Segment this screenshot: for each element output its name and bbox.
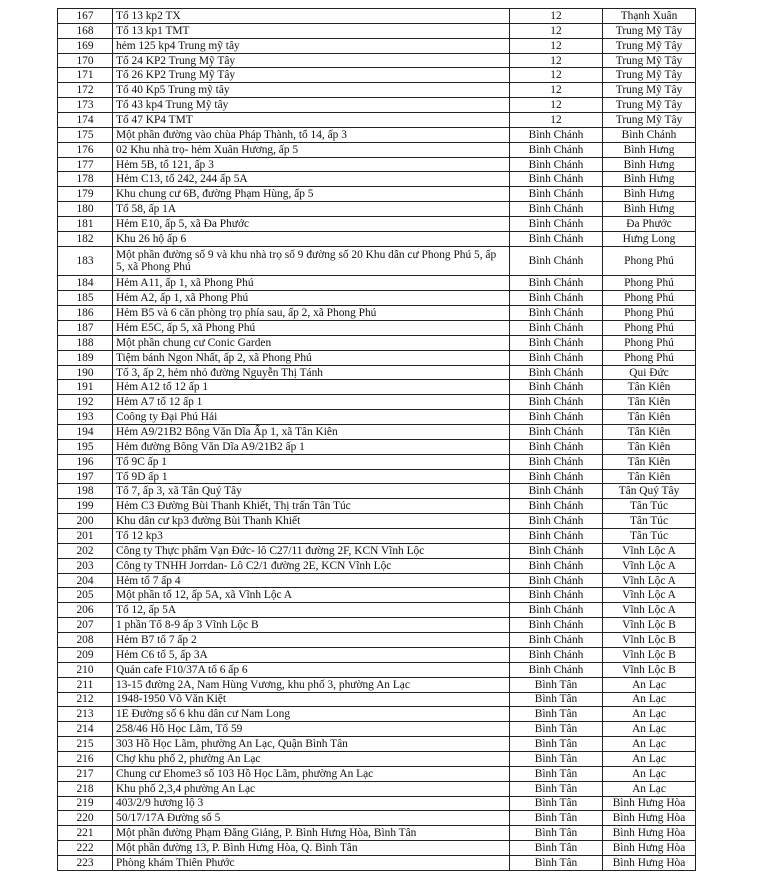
district-cell: Bình Chánh <box>510 246 603 276</box>
district-cell: 12 <box>510 9 603 24</box>
area-name-cell: Khu 26 hộ ấp 6 <box>113 231 510 246</box>
district-cell: Bình Chánh <box>510 603 603 618</box>
row-number-cell: 199 <box>58 499 113 514</box>
area-name-cell: Tổ 13 kp2 TX <box>113 9 510 24</box>
ward-cell: Bình Hưng <box>603 142 696 157</box>
table-row <box>58 543 696 558</box>
table-row <box>58 395 696 410</box>
row-number-cell: 222 <box>58 841 113 856</box>
row-number-cell: 178 <box>58 172 113 187</box>
table-row <box>58 618 696 633</box>
area-name-cell: Tổ 43 kp4 Trung Mỹ tây <box>113 98 510 113</box>
ward-cell: Hưng Long <box>603 231 696 246</box>
row-number-cell: 203 <box>58 558 113 573</box>
district-cell: Bình Chánh <box>510 157 603 172</box>
area-name-cell: 50/17/17A Đường số 5 <box>113 811 510 826</box>
district-cell: 12 <box>510 38 603 53</box>
table-row <box>58 350 696 365</box>
ward-cell: An Lạc <box>603 766 696 781</box>
ward-cell: Trung Mỹ Tây <box>603 113 696 128</box>
table-row <box>58 484 696 499</box>
district-cell: Bình Chánh <box>510 647 603 662</box>
table-row <box>58 558 696 573</box>
area-name-cell: hẻm 125 kp4 Trung mỹ tây <box>113 38 510 53</box>
district-cell: 12 <box>510 83 603 98</box>
table-row <box>58 469 696 484</box>
table-row <box>58 439 696 454</box>
row-number-cell: 188 <box>58 335 113 350</box>
ward-cell: Vĩnh Lộc A <box>603 543 696 558</box>
area-name-cell: 1E Đường số 6 khu dân cư Nam Long <box>113 707 510 722</box>
ward-cell: Tân Kiên <box>603 410 696 425</box>
ward-cell: Thạnh Xuân <box>603 9 696 24</box>
district-cell: Bình Tân <box>510 796 603 811</box>
ward-cell: Vĩnh Lộc A <box>603 588 696 603</box>
district-cell: Bình Chánh <box>510 573 603 588</box>
district-cell: Bình Tân <box>510 855 603 870</box>
table-row <box>58 187 696 202</box>
ward-cell: Bình Hưng Hòa <box>603 811 696 826</box>
row-number-cell: 167 <box>58 9 113 24</box>
district-cell: Bình Tân <box>510 781 603 796</box>
table-row <box>58 647 696 662</box>
ward-cell: Vĩnh Lộc A <box>603 603 696 618</box>
area-name-cell: Hẻm C3 Đường Bùi Thanh Khiết, Thị trấn Tân Túc <box>113 499 510 514</box>
district-cell: Bình Chánh <box>510 127 603 142</box>
row-number-cell: 196 <box>58 454 113 469</box>
ward-cell: Phong Phú <box>603 350 696 365</box>
ward-cell: An Lạc <box>603 781 696 796</box>
district-cell: Bình Chánh <box>510 558 603 573</box>
ward-cell: Phong Phú <box>603 291 696 306</box>
district-cell: Bình Chánh <box>510 231 603 246</box>
row-number-cell: 176 <box>58 142 113 157</box>
table-row <box>58 662 696 677</box>
area-name-cell: Tổ 40 Kp5 Trung mỹ tây <box>113 83 510 98</box>
table-row <box>58 291 696 306</box>
area-name-cell: Khu chung cư 6B, đường Phạm Hùng, ấp 5 <box>113 187 510 202</box>
district-cell: Bình Chánh <box>510 276 603 291</box>
district-cell: Bình Tân <box>510 737 603 752</box>
ward-cell: Vĩnh Lộc B <box>603 647 696 662</box>
district-cell: Bình Chánh <box>510 469 603 484</box>
area-name-cell: Chung cư Ehome3 số 103 Hồ Học Lãm, phường An Lạc <box>113 766 510 781</box>
row-number-cell: 218 <box>58 781 113 796</box>
row-number-cell: 189 <box>58 350 113 365</box>
ward-cell: Phong Phú <box>603 335 696 350</box>
district-cell: Bình Chánh <box>510 662 603 677</box>
district-cell: Bình Chánh <box>510 499 603 514</box>
row-number-cell: 182 <box>58 231 113 246</box>
ward-cell: Bình Hưng Hòa <box>603 796 696 811</box>
ward-cell: Tân Kiên <box>603 439 696 454</box>
row-number-cell: 187 <box>58 321 113 336</box>
row-number-cell: 185 <box>58 291 113 306</box>
row-number-cell: 206 <box>58 603 113 618</box>
area-name-cell: 258/46 Hồ Học Lãm, Tổ 59 <box>113 722 510 737</box>
district-cell: Bình Tân <box>510 811 603 826</box>
table-row <box>58 722 696 737</box>
row-number-cell: 220 <box>58 811 113 826</box>
area-name-cell: Hẻm A7 tổ 12 ấp 1 <box>113 395 510 410</box>
row-number-cell: 200 <box>58 514 113 529</box>
table-row <box>58 380 696 395</box>
row-number-cell: 173 <box>58 98 113 113</box>
district-cell: 12 <box>510 53 603 68</box>
ward-cell: Bình Hưng <box>603 172 696 187</box>
row-number-cell: 223 <box>58 855 113 870</box>
row-number-cell: 172 <box>58 83 113 98</box>
row-number-cell: 221 <box>58 826 113 841</box>
table-row <box>58 38 696 53</box>
row-number-cell: 209 <box>58 647 113 662</box>
row-number-cell: 202 <box>58 543 113 558</box>
table-row <box>58 365 696 380</box>
area-name-cell: 02 Khu nhà trọ- hẻm Xuân Hương, ấp 5 <box>113 142 510 157</box>
ward-cell: Tân Kiên <box>603 469 696 484</box>
area-name-cell: Hẻm C13, tổ 242, 244 ấp 5A <box>113 172 510 187</box>
area-name-cell: Công ty TNHH Jorrdan- Lô C2/1 đường 2E, KCN Vĩnh Lộc <box>113 558 510 573</box>
table-row <box>58 855 696 870</box>
table-row <box>58 826 696 841</box>
area-name-cell: 1948-1950 Võ Văn Kiệt <box>113 692 510 707</box>
area-name-cell: Một phần chung cư Conic Garden <box>113 335 510 350</box>
ward-cell: Bình Hưng <box>603 157 696 172</box>
ward-cell: An Lạc <box>603 707 696 722</box>
district-cell: Bình Tân <box>510 826 603 841</box>
table-row <box>58 454 696 469</box>
district-cell: 12 <box>510 98 603 113</box>
district-cell: Bình Chánh <box>510 454 603 469</box>
area-name-cell: Khu dân cư kp3 đường Bùi Thanh Khiết <box>113 514 510 529</box>
district-cell: Bình Chánh <box>510 217 603 232</box>
ward-cell: Trung Mỹ Tây <box>603 68 696 83</box>
table-row <box>58 127 696 142</box>
district-cell: Bình Chánh <box>510 395 603 410</box>
ward-cell: Trung Mỹ Tây <box>603 83 696 98</box>
row-number-cell: 177 <box>58 157 113 172</box>
district-cell: Bình Tân <box>510 692 603 707</box>
row-number-cell: 190 <box>58 365 113 380</box>
ward-cell: Đa Phước <box>603 217 696 232</box>
ward-cell: Tân Quý Tây <box>603 484 696 499</box>
row-number-cell: 169 <box>58 38 113 53</box>
area-name-cell: Hẻm A9/21B2 Bông Văn Dĩa Ấp 1, xã Tân Kiên <box>113 425 510 440</box>
ward-cell: Bình Hưng Hòa <box>603 826 696 841</box>
area-name-cell: 13-15 đường 2A, Nam Hùng Vương, khu phố 3, phường An Lạc <box>113 677 510 692</box>
table-row <box>58 231 696 246</box>
district-cell: 12 <box>510 113 603 128</box>
district-cell: Bình Tân <box>510 766 603 781</box>
row-number-cell: 171 <box>58 68 113 83</box>
ward-cell: Tân Túc <box>603 514 696 529</box>
table-row <box>58 841 696 856</box>
ward-cell: Trung Mỹ Tây <box>603 53 696 68</box>
table-row <box>58 603 696 618</box>
ward-cell: Bình Hưng Hòa <box>603 841 696 856</box>
district-cell: Bình Chánh <box>510 529 603 544</box>
district-cell: Bình Chánh <box>510 291 603 306</box>
area-name-cell: Tổ 12, ấp 5A <box>113 603 510 618</box>
area-name-cell: Tổ 7, ấp 3, xã Tân Quý Tây <box>113 484 510 499</box>
district-cell: Bình Chánh <box>510 514 603 529</box>
ward-cell: Tân Kiên <box>603 395 696 410</box>
table-row <box>58 692 696 707</box>
row-number-cell: 174 <box>58 113 113 128</box>
table-row <box>58 335 696 350</box>
ward-cell: Phong Phú <box>603 321 696 336</box>
table-row <box>58 811 696 826</box>
row-number-cell: 179 <box>58 187 113 202</box>
table-row <box>58 529 696 544</box>
area-name-cell: Hẻm A12 tổ 12 ấp 1 <box>113 380 510 395</box>
ward-cell: Qui Đức <box>603 365 696 380</box>
ward-cell: Vĩnh Lộc B <box>603 633 696 648</box>
row-number-cell: 192 <box>58 395 113 410</box>
area-name-cell: Tổ 24 KP2 Trung Mỹ Tây <box>113 53 510 68</box>
table-row <box>58 410 696 425</box>
row-number-cell: 210 <box>58 662 113 677</box>
table-row <box>58 142 696 157</box>
table-row <box>58 276 696 291</box>
ward-cell: Trung Mỹ Tây <box>603 98 696 113</box>
district-cell: Bình Tân <box>510 751 603 766</box>
table-row <box>58 23 696 38</box>
district-cell: Bình Chánh <box>510 618 603 633</box>
district-cell: Bình Tân <box>510 707 603 722</box>
table-row <box>58 68 696 83</box>
ward-cell: An Lạc <box>603 751 696 766</box>
district-cell: Bình Chánh <box>510 365 603 380</box>
area-table <box>57 8 696 871</box>
area-name-cell: Quán cafe F10/37A tổ 6 ấp 6 <box>113 662 510 677</box>
district-cell: Bình Tân <box>510 722 603 737</box>
area-name-cell: Chợ khu phố 2, phường An Lạc <box>113 751 510 766</box>
table-row <box>58 766 696 781</box>
table-row <box>58 246 696 276</box>
table-row <box>58 113 696 128</box>
district-cell: Bình Chánh <box>510 335 603 350</box>
area-name-cell: Một phần tổ 12, ấp 5A, xã Vĩnh Lộc A <box>113 588 510 603</box>
district-cell: 12 <box>510 68 603 83</box>
row-number-cell: 184 <box>58 276 113 291</box>
area-name-cell: Hẻm E5C, ấp 5, xã Phong Phú <box>113 321 510 336</box>
row-number-cell: 197 <box>58 469 113 484</box>
table-row <box>58 633 696 648</box>
table-row <box>58 217 696 232</box>
row-number-cell: 208 <box>58 633 113 648</box>
table-row <box>58 83 696 98</box>
row-number-cell: 211 <box>58 677 113 692</box>
table-body <box>58 9 696 871</box>
area-name-cell: Tổ 58, ấp 1A <box>113 202 510 217</box>
district-cell: Bình Chánh <box>510 142 603 157</box>
ward-cell: An Lạc <box>603 692 696 707</box>
row-number-cell: 194 <box>58 425 113 440</box>
row-number-cell: 217 <box>58 766 113 781</box>
row-number-cell: 219 <box>58 796 113 811</box>
ward-cell: Tân Túc <box>603 499 696 514</box>
ward-cell: Bình Chánh <box>603 127 696 142</box>
row-number-cell: 213 <box>58 707 113 722</box>
ward-cell: Tân Túc <box>603 529 696 544</box>
area-name-cell: Hẻm đường Bông Văn Dĩa A9/21B2 ấp 1 <box>113 439 510 454</box>
table-row <box>58 202 696 217</box>
area-name-cell: Tiệm bánh Ngon Nhất, ấp 2, xã Phong Phú <box>113 350 510 365</box>
ward-cell: Bình Hưng <box>603 187 696 202</box>
ward-cell: An Lạc <box>603 737 696 752</box>
table-row <box>58 796 696 811</box>
district-cell: Bình Chánh <box>510 172 603 187</box>
row-number-cell: 193 <box>58 410 113 425</box>
row-number-cell: 170 <box>58 53 113 68</box>
table-row <box>58 514 696 529</box>
district-cell: Bình Tân <box>510 677 603 692</box>
area-name-cell: Hẻm A2, ấp 1, xã Phong Phú <box>113 291 510 306</box>
area-name-cell: Tổ 9C ấp 1 <box>113 454 510 469</box>
row-number-cell: 191 <box>58 380 113 395</box>
area-name-cell: Tổ 12 kp3 <box>113 529 510 544</box>
area-name-cell: Hẻm E10, ấp 5, xã Đa Phước <box>113 217 510 232</box>
district-cell: Bình Chánh <box>510 543 603 558</box>
table-row <box>58 9 696 24</box>
row-number-cell: 198 <box>58 484 113 499</box>
area-name-cell: Hẻm tổ 7 ấp 4 <box>113 573 510 588</box>
table-row <box>58 677 696 692</box>
district-cell: Bình Chánh <box>510 425 603 440</box>
area-name-cell: Công ty Thực phẩm Vạn Đức- lô C27/11 đường 2F, KCN Vĩnh Lộc <box>113 543 510 558</box>
table-row <box>58 588 696 603</box>
area-name-cell: Hẻm 5B, tổ 121, ấp 3 <box>113 157 510 172</box>
district-cell: Bình Chánh <box>510 588 603 603</box>
district-cell: Bình Chánh <box>510 187 603 202</box>
district-cell: Bình Chánh <box>510 410 603 425</box>
row-number-cell: 204 <box>58 573 113 588</box>
area-name-cell: Tổ 26 KP2 Trung Mỹ Tây <box>113 68 510 83</box>
row-number-cell: 214 <box>58 722 113 737</box>
row-number-cell: 215 <box>58 737 113 752</box>
row-number-cell: 201 <box>58 529 113 544</box>
district-cell: 12 <box>510 23 603 38</box>
area-name-cell: Phòng khám Thiên Phước <box>113 855 510 870</box>
district-cell: Bình Chánh <box>510 306 603 321</box>
area-name-cell: Hẻm B7 tổ 7 ấp 2 <box>113 633 510 648</box>
row-number-cell: 195 <box>58 439 113 454</box>
table-row <box>58 172 696 187</box>
row-number-cell: 181 <box>58 217 113 232</box>
table-row <box>58 499 696 514</box>
table-row <box>58 707 696 722</box>
row-number-cell: 183 <box>58 246 113 276</box>
ward-cell: Bình Hưng <box>603 202 696 217</box>
district-cell: Bình Chánh <box>510 439 603 454</box>
district-cell: Bình Tân <box>510 841 603 856</box>
ward-cell: An Lạc <box>603 677 696 692</box>
table-row <box>58 98 696 113</box>
area-name-cell: Coông ty Đại Phú Hải <box>113 410 510 425</box>
district-cell: Bình Chánh <box>510 484 603 499</box>
row-number-cell: 212 <box>58 692 113 707</box>
area-name-cell: Hẻm C6 tổ 5, ấp 3A <box>113 647 510 662</box>
table-row <box>58 737 696 752</box>
area-name-cell: Hẻm B5 và 6 căn phòng trọ phía sau, ấp 2, xã Phong Phú <box>113 306 510 321</box>
table-row <box>58 157 696 172</box>
ward-cell: Phong Phú <box>603 276 696 291</box>
row-number-cell: 186 <box>58 306 113 321</box>
ward-cell: Tân Kiên <box>603 425 696 440</box>
area-name-cell: 303 Hồ Học Lãm, phường An Lạc, Quận Bình Tân <box>113 737 510 752</box>
row-number-cell: 205 <box>58 588 113 603</box>
row-number-cell: 175 <box>58 127 113 142</box>
area-name-cell: Tổ 3, ấp 2, hẻm nhỏ đường Nguyễn Thị Tánh <box>113 365 510 380</box>
table-row <box>58 321 696 336</box>
table-row <box>58 751 696 766</box>
area-name-cell: Tổ 47 KP4 TMT <box>113 113 510 128</box>
ward-cell: Phong Phú <box>603 306 696 321</box>
ward-cell: Vĩnh Lộc B <box>603 662 696 677</box>
district-cell: Bình Chánh <box>510 202 603 217</box>
ward-cell: Phong Phú <box>603 246 696 276</box>
row-number-cell: 168 <box>58 23 113 38</box>
district-cell: Bình Chánh <box>510 350 603 365</box>
district-cell: Bình Chánh <box>510 633 603 648</box>
table-row <box>58 781 696 796</box>
ward-cell: Tân Kiên <box>603 454 696 469</box>
ward-cell: Vĩnh Lộc A <box>603 573 696 588</box>
district-cell: Bình Chánh <box>510 380 603 395</box>
district-cell: Bình Chánh <box>510 321 603 336</box>
table-row <box>58 53 696 68</box>
area-name-cell: Tổ 9D ấp 1 <box>113 469 510 484</box>
table-row <box>58 306 696 321</box>
ward-cell: Bình Hưng Hòa <box>603 855 696 870</box>
ward-cell: Trung Mỹ Tây <box>603 23 696 38</box>
area-name-cell: Khu phố 2,3,4 phường An Lạc <box>113 781 510 796</box>
ward-cell: Trung Mỹ Tây <box>603 38 696 53</box>
ward-cell: Tân Kiên <box>603 380 696 395</box>
area-name-cell: Một phần đường số 9 và khu nhà trọ số 9 đường số 20 Khu dân cư Phong Phú 5, ấp 5, xã Phong Phú <box>113 246 510 276</box>
table-row <box>58 573 696 588</box>
area-name-cell: Một phần đường vào chùa Pháp Thành, tổ 14, ấp 3 <box>113 127 510 142</box>
area-name-cell: Một phần đường 13, P. Bình Hưng Hòa, Q. Bình Tân <box>113 841 510 856</box>
area-name-cell: Hẻm A11, ấp 1, xã Phong Phú <box>113 276 510 291</box>
ward-cell: An Lạc <box>603 722 696 737</box>
area-name-cell: 403/2/9 hương lộ 3 <box>113 796 510 811</box>
area-name-cell: Tổ 13 kp1 TMT <box>113 23 510 38</box>
area-name-cell: Một phần đường Phạm Đăng Giảng, P. Bình Hưng Hòa, Bình Tân <box>113 826 510 841</box>
table-row <box>58 425 696 440</box>
area-name-cell: 1 phần Tổ 8-9 ấp 3 Vĩnh Lộc B <box>113 618 510 633</box>
row-number-cell: 216 <box>58 751 113 766</box>
row-number-cell: 180 <box>58 202 113 217</box>
row-number-cell: 207 <box>58 618 113 633</box>
ward-cell: Vĩnh Lộc B <box>603 618 696 633</box>
ward-cell: Vĩnh Lộc A <box>603 558 696 573</box>
